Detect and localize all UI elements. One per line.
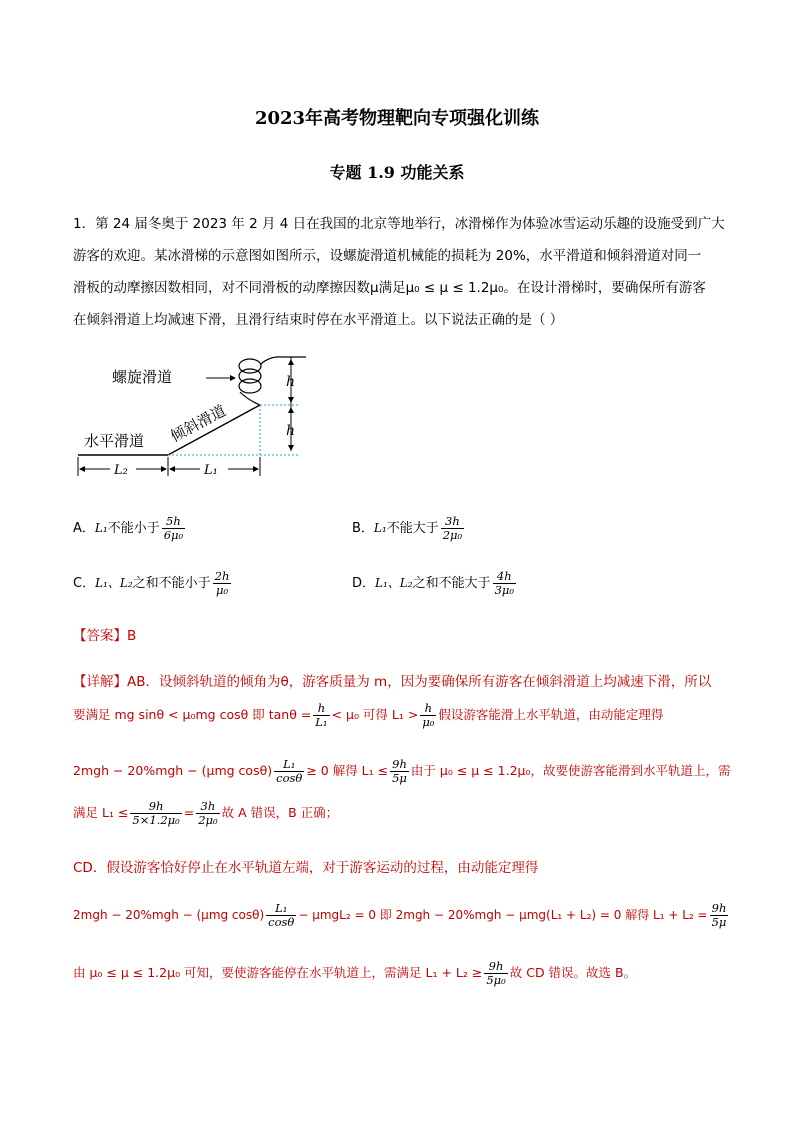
- detail-line-5: CD．假设游客恰好停止在水平轨道左端，对于游客运动的过程，由动能定理得: [73, 860, 539, 876]
- answer-label: 【答案】: [73, 628, 127, 644]
- detail-3a: 2mgh − 20%mgh − (μmg cosθ): [73, 763, 273, 778]
- frac4-den: 5μ: [392, 771, 407, 785]
- frac4-num: 9h: [392, 757, 407, 771]
- option-c-num: 2h: [214, 569, 230, 583]
- label-L2: L₂: [114, 463, 128, 478]
- frac3-den: cosθ: [276, 771, 303, 785]
- detail-line-7: [73, 960, 636, 987]
- detail-4c: 故 A 错误，B 正确；: [221, 805, 339, 820]
- detail-6a: 2mgh − 20%mgh − (μmg cosθ): [73, 908, 265, 922]
- detail-line-1: [73, 672, 711, 692]
- frac5-num: 9h: [148, 799, 164, 813]
- detail-line-6: [73, 902, 730, 929]
- option-d[interactable]: [352, 570, 518, 597]
- option-d-text: 之和不能大于: [412, 576, 491, 591]
- frac9-den: 5μ₀: [486, 973, 506, 987]
- label-horizontal: 水平滑道: [84, 432, 145, 450]
- option-a[interactable]: [73, 515, 187, 542]
- detail-2b: < μ₀ 可得 L₁ >: [331, 707, 419, 722]
- detail-7a: 由 μ₀ ≤ μ ≤ 1.2μ₀ 可知，要使游客能停在水平轨道上，需满足 L₁ + L₂ ≥: [73, 965, 483, 980]
- label-h-top: h: [286, 374, 296, 390]
- frac6-num: 3h: [200, 799, 216, 813]
- option-a-text: 不能小于: [107, 521, 160, 536]
- frac1-den: L₁: [315, 715, 328, 729]
- spiral-track: [239, 357, 306, 405]
- detail-2c: 假设游客能滑上水平轨道，由动能定理得: [438, 707, 664, 722]
- option-c-prefix: C．: [73, 576, 96, 591]
- option-c-den: μ₀: [213, 583, 232, 597]
- frac2-den: μ₀: [422, 715, 435, 729]
- detail-7b: 故 CD 错误。故选 B。: [509, 965, 637, 980]
- option-a-var: L₁: [94, 521, 108, 535]
- detail-3c: 由于 μ₀ ≤ μ ≤ 1.2μ₀，故要使游客能滑到水平轨道上，需: [410, 763, 731, 778]
- option-a-prefix: A．: [73, 521, 95, 536]
- label-L1: L₁: [204, 463, 218, 478]
- frac1-num: h: [317, 701, 326, 715]
- detail-2a: 要满足 mg sinθ < μ₀mg cosθ 即 tanθ =: [73, 707, 312, 722]
- option-c[interactable]: [73, 570, 233, 597]
- detail-line-4: [73, 800, 338, 827]
- option-d-den: 3μ₀: [494, 583, 514, 597]
- frac6-den: 2μ₀: [198, 813, 218, 827]
- detail-4a: 满足 L₁ ≤: [73, 805, 129, 820]
- detail-3b: ≥ 0 解得 L₁ ≤: [306, 763, 389, 778]
- frac7-den: cosθ: [268, 915, 295, 929]
- question-line-3: 滑板的动摩擦因数相同，对不同滑板的动摩擦因数μ满足μ₀ ≤ μ ≤ 1.2μ₀。在设计滑梯时，要确保所有游客: [73, 280, 706, 296]
- option-b-var: L₁: [373, 521, 387, 535]
- detail-6b: − μmgL₂ = 0 即 2mgh − 20%mgh − μmg(L₁ + L₂) = 0 解得 L₁ + L₂ =: [298, 908, 708, 922]
- option-a-num: 5h: [166, 514, 181, 528]
- detail-line-3: [73, 758, 730, 785]
- detail-4b: =: [183, 805, 195, 820]
- detail-label: 【详解】: [73, 674, 127, 690]
- label-spiral: 螺旋滑道: [112, 368, 173, 386]
- question-line-2: 游客的欢迎。某冰滑梯的示意图如图所示，设螺旋滑道机械能的损耗为 20%，水平滑道和倾斜滑道对同一: [73, 248, 702, 264]
- question-line-4: 在倾斜滑道上均减速下滑，且滑行结束时停在水平滑道上。以下说法正确的是（ ）: [73, 312, 564, 328]
- page-subtitle: 专题 1.9 功能关系: [329, 163, 465, 182]
- answer-value: B: [127, 628, 137, 644]
- option-b-den: 2μ₀: [442, 528, 463, 542]
- option-b-prefix: B．: [352, 521, 374, 536]
- frac9-num: 9h: [488, 959, 504, 973]
- option-d-prefix: D．: [352, 576, 376, 591]
- ice-slide-diagram: [70, 348, 320, 488]
- detail-text-1: AB．设倾斜轨道的倾角为θ，游客质量为 m，因为要确保所有游客在倾斜滑道上均减速下滑，所以: [127, 674, 712, 690]
- frac2-num: h: [424, 701, 433, 715]
- frac5-den: 5×1.2μ₀: [132, 813, 180, 827]
- page-title: 2023年高考物理靶向专项强化训练: [254, 108, 540, 129]
- label-incline: 倾斜滑道: [167, 401, 229, 446]
- label-h-bottom: h: [286, 423, 296, 439]
- option-b-num: 3h: [445, 514, 460, 528]
- option-d-num: 4h: [496, 569, 512, 583]
- detail-line-2: [73, 702, 663, 729]
- option-c-var: L₁、L₂: [95, 576, 133, 590]
- option-b[interactable]: [352, 515, 466, 542]
- option-b-text: 不能大于: [386, 521, 439, 536]
- option-a-den: 6μ₀: [163, 528, 184, 542]
- question-line-1: 1．第 24 届冬奥于 2023 年 2 月 4 日在我国的北京等地举行，冰滑梯作为体验冰雪运动乐趣的设施受到广大: [73, 216, 725, 232]
- frac7-num: L₁: [275, 901, 288, 915]
- frac8-den: 5μ: [711, 915, 727, 929]
- option-d-var: L₁、L₂: [375, 576, 413, 590]
- frac8-num: 9h: [711, 901, 727, 915]
- answer: [73, 626, 136, 646]
- frac3-num: L₁: [283, 757, 296, 771]
- option-c-text: 之和不能小于: [132, 576, 211, 591]
